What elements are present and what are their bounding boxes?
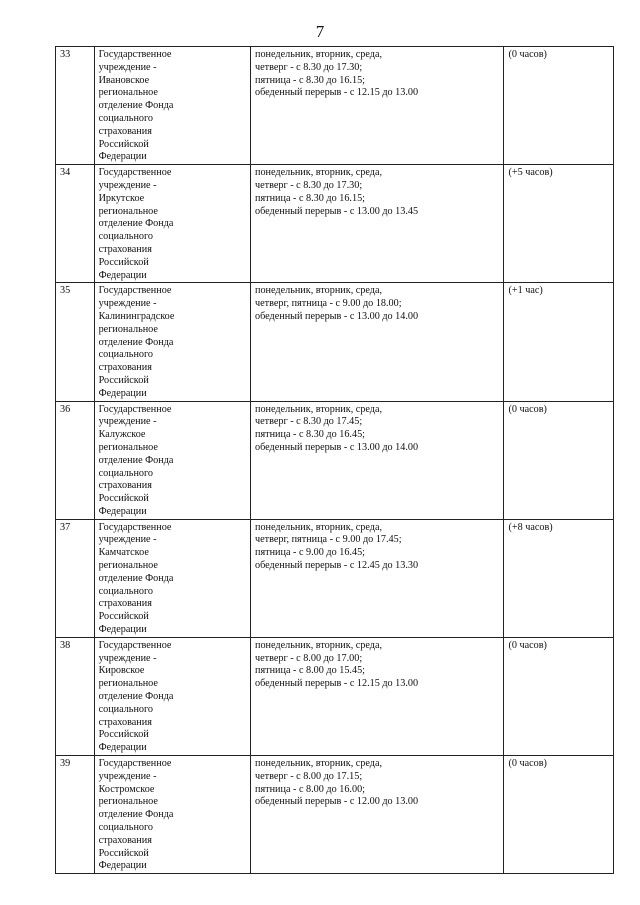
organization-line: страхования (98, 834, 152, 846)
organization-line: страхования (98, 243, 152, 255)
organization-line: социального (98, 112, 154, 124)
organization-line: социального (98, 349, 154, 361)
organization-line: Государственное (98, 49, 172, 60)
working-hours-line: понедельник, вторник, среда, (255, 167, 383, 179)
table-row (56, 637, 614, 755)
organization-line: Государственное (98, 167, 172, 179)
organization-line: Государственное (98, 285, 172, 297)
working-hours-line: обеденный перерыв - с 12.15 до 13.00 (255, 678, 419, 690)
row-number: 35 (56, 283, 95, 401)
organization-line: отделение Фонда (98, 100, 174, 112)
organization-line: Государственное (98, 758, 172, 770)
organization-line: отделение Фонда (98, 218, 174, 230)
organization-line: Федерации (98, 151, 147, 163)
table-row (56, 756, 614, 874)
organization-line: учреждение - (98, 534, 157, 546)
organization-line: региональное (98, 323, 158, 335)
organization-line: отделение Фонда (98, 336, 174, 348)
working-hours-line: понедельник, вторник, среда, (255, 49, 383, 60)
organization-line: Федерации (98, 624, 147, 636)
organization-line: социального (98, 231, 154, 243)
page-number: 7 (315, 22, 325, 41)
working-hours-line: пятница - с 8.30 до 16.15; (255, 192, 365, 204)
row-number: 39 (56, 756, 95, 874)
working-hours-line: четверг, пятница - с 9.00 до 17.45; (255, 534, 402, 546)
row-number: 33 (56, 47, 95, 165)
working-hours-cell (251, 401, 504, 519)
organization-line: страхования (98, 716, 152, 728)
working-hours-line: четверг, пятница - с 9.00 до 18.00; (255, 298, 402, 310)
row-number: 34 (56, 165, 95, 283)
row-number: 36 (56, 401, 95, 519)
organization-line: отделение Фонда (98, 454, 174, 466)
organization-line: Федерации (98, 860, 147, 872)
organization-line: учреждение - (98, 179, 157, 191)
working-hours-line: четверг - с 8.30 до 17.45; (255, 416, 363, 428)
organization-line: Калининградское (98, 310, 175, 322)
working-hours-line: четверг - с 8.30 до 17.30; (255, 179, 363, 191)
organization-line: Федерации (98, 269, 147, 281)
organization-line: социального (98, 703, 154, 715)
organization-cell (94, 756, 250, 874)
organization-line: Федерации (98, 742, 147, 754)
organization-line: Российской (98, 493, 149, 505)
table-row (56, 401, 614, 519)
working-hours-cell (251, 47, 504, 165)
organization-line: региональное (98, 87, 158, 99)
organization-cell (94, 47, 250, 165)
organization-line: региональное (98, 441, 158, 453)
table-row (56, 519, 614, 637)
working-hours-line: обеденный перерыв - с 12.00 до 13.00 (255, 796, 419, 808)
working-hours-line: понедельник, вторник, среда, (255, 639, 383, 651)
organization-line: Ивановское (98, 74, 150, 86)
row-number: 38 (56, 637, 95, 755)
time-offset-cell: (+8 часов) (504, 519, 614, 637)
working-hours-line: обеденный перерыв - с 12.45 до 13.30 (255, 560, 419, 572)
time-offset-cell: (+5 часов) (504, 165, 614, 283)
organization-line: отделение Фонда (98, 809, 174, 821)
organization-line: региональное (98, 796, 158, 808)
organization-line: Калужское (98, 429, 146, 441)
organization-cell (94, 283, 250, 401)
organization-line: Костромское (98, 783, 155, 795)
organization-line: социального (98, 585, 154, 597)
organization-line: учреждение - (98, 298, 157, 310)
schedule-table (55, 46, 614, 874)
working-hours-line: понедельник, вторник, среда, (255, 758, 383, 770)
working-hours-line: обеденный перерыв - с 12.15 до 13.00 (255, 87, 419, 99)
organization-line: Российской (98, 847, 149, 859)
organization-line: Российской (98, 729, 149, 741)
time-offset-cell: (0 часов) (504, 401, 614, 519)
working-hours-cell (251, 637, 504, 755)
working-hours-line: понедельник, вторник, среда, (255, 403, 383, 415)
organization-line: Федерации (98, 387, 147, 399)
organization-line: Российской (98, 256, 149, 268)
time-offset-cell: (0 часов) (504, 637, 614, 755)
working-hours-line: четверг - с 8.30 до 17.30; (255, 61, 363, 73)
working-hours-line: пятница - с 8.00 до 16.00; (255, 783, 365, 795)
organization-line: учреждение - (98, 61, 157, 73)
working-hours-line: пятница - с 8.30 до 16.45; (255, 429, 365, 441)
time-offset-cell: (+1 час) (504, 283, 614, 401)
organization-line: страхования (98, 125, 152, 137)
table-row (56, 283, 614, 401)
organization-line: учреждение - (98, 416, 157, 428)
working-hours-line: обеденный перерыв - с 13.00 до 13.45 (255, 205, 419, 217)
organization-line: страхования (98, 362, 152, 374)
organization-line: страхования (98, 480, 152, 492)
working-hours-line: обеденный перерыв - с 13.00 до 14.00 (255, 441, 419, 453)
working-hours-line: четверг - с 8.00 до 17.15; (255, 770, 363, 782)
time-offset-cell: (0 часов) (504, 47, 614, 165)
organization-line: учреждение - (98, 652, 157, 664)
working-hours-cell (251, 519, 504, 637)
working-hours-line: пятница - с 8.30 до 16.15; (255, 74, 365, 86)
organization-line: Иркутское (98, 192, 145, 204)
organization-line: отделение Фонда (98, 572, 174, 584)
time-offset-cell: (0 часов) (504, 756, 614, 874)
row-number: 37 (56, 519, 95, 637)
table-row (56, 47, 614, 165)
organization-line: Российской (98, 374, 149, 386)
working-hours-cell (251, 165, 504, 283)
table-row (56, 165, 614, 283)
working-hours-line: понедельник, вторник, среда, (255, 285, 383, 297)
working-hours-line: понедельник, вторник, среда, (255, 521, 383, 533)
working-hours-line: четверг - с 8.00 до 17.00; (255, 652, 363, 664)
organization-cell (94, 401, 250, 519)
organization-line: социального (98, 467, 154, 479)
table-body (56, 47, 614, 874)
organization-line: отделение Фонда (98, 691, 174, 703)
working-hours-line: пятница - с 8.00 до 15.45; (255, 665, 365, 677)
working-hours-cell (251, 283, 504, 401)
organization-cell (94, 519, 250, 637)
organization-line: Федерации (98, 505, 147, 517)
organization-line: Камчатское (98, 547, 149, 559)
organization-cell (94, 637, 250, 755)
organization-line: региональное (98, 205, 158, 217)
organization-line: Кировское (98, 665, 145, 677)
organization-line: социального (98, 822, 154, 834)
organization-cell (94, 165, 250, 283)
organization-line: учреждение - (98, 770, 157, 782)
working-hours-line: пятница - с 9.00 до 16.45; (255, 547, 365, 559)
organization-line: Государственное (98, 403, 172, 415)
organization-line: Российской (98, 138, 149, 150)
organization-line: региональное (98, 560, 158, 572)
organization-line: Государственное (98, 639, 172, 651)
organization-line: Российской (98, 611, 149, 623)
working-hours-cell (251, 756, 504, 874)
working-hours-line: обеденный перерыв - с 13.00 до 14.00 (255, 310, 419, 322)
organization-line: страхования (98, 598, 152, 610)
organization-line: региональное (98, 678, 158, 690)
organization-line: Государственное (98, 521, 172, 533)
